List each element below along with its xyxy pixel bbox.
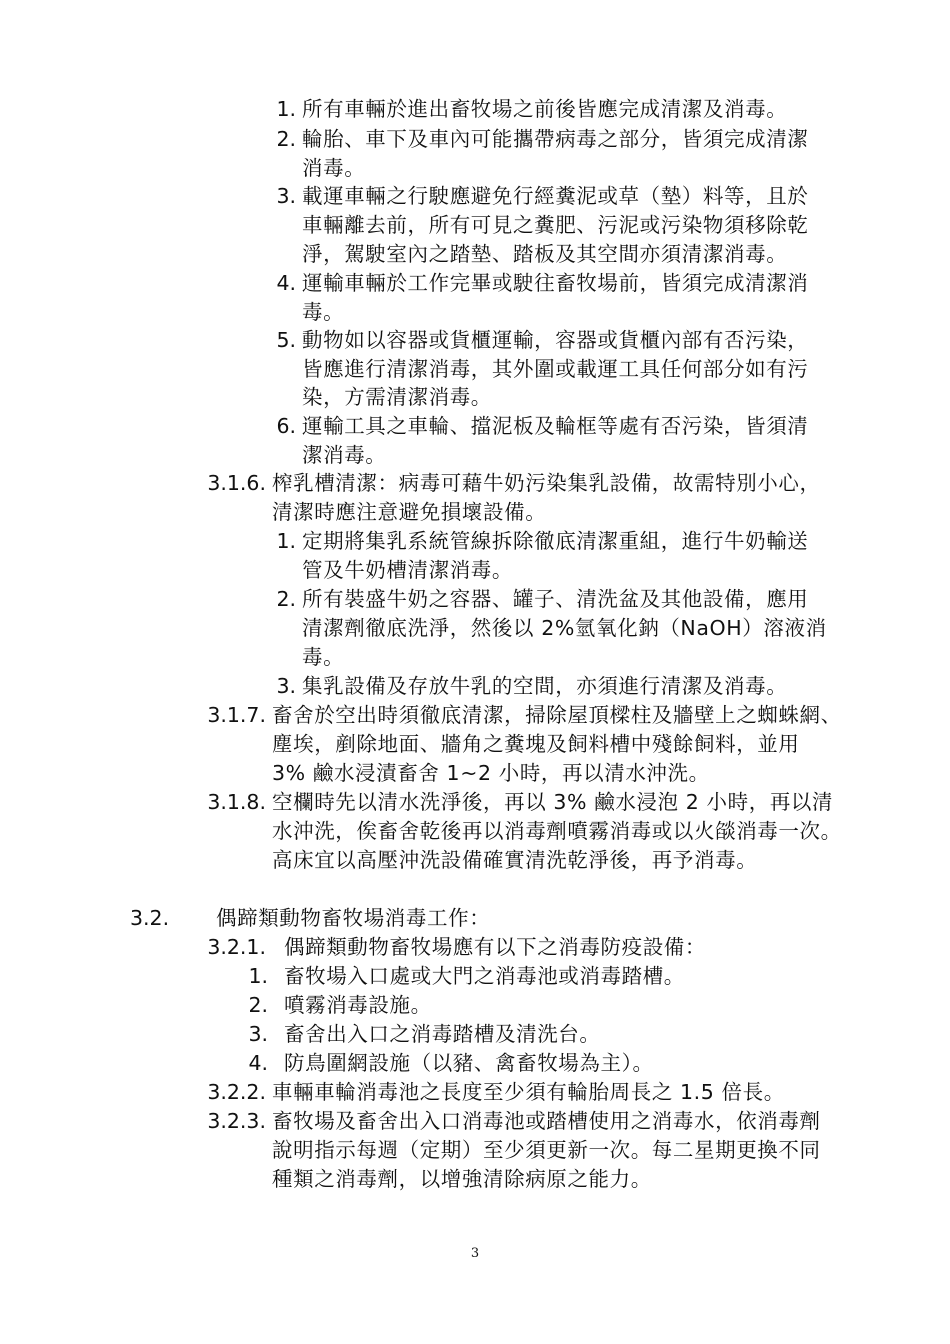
- section-text: 水沖洗，俟畜舍乾後再以消毒劑噴霧消毒或以火燄消毒一次。: [272, 819, 842, 843]
- list-item-text: 管及牛奶槽清潔消毒。: [302, 558, 513, 582]
- section-text: 塵埃，剷除地面、牆角之糞塊及飼料槽中殘餘飼料，並用: [272, 732, 800, 756]
- list-item-text: 運輸工具之車輪、擋泥板及輪框等處有否污染，皆須清: [302, 414, 809, 438]
- section-text: 榨乳槽清潔：病毒可藉牛奶污染集乳設備，故需特別小心，: [272, 471, 821, 495]
- list-number: 6.: [276, 414, 296, 438]
- list-number: 5.: [276, 328, 296, 352]
- list-number: 1.: [276, 97, 296, 121]
- list-item-text: 畜舍出入口之消毒踏槽及清洗台。: [284, 1022, 601, 1046]
- list-item-text: 毒。: [302, 645, 345, 669]
- section-number: 3.1.6.: [207, 471, 266, 495]
- list-item-text: 集乳設備及存放牛乳的空間，亦須進行清潔及消毒。: [302, 674, 788, 698]
- list-item-text: 定期將集乳系統管線拆除徹底清潔重組，進行牛奶輸送: [302, 529, 809, 553]
- section-text: 說明指示每週（定期）至少須更新一次。每二星期更換不同: [272, 1138, 821, 1162]
- section-text: 高床宜以高壓沖洗設備確實清洗乾淨後，再予消毒。: [272, 848, 758, 872]
- list-item-text: 運輸車輛於工作完畢或駛往畜牧場前，皆須完成清潔消: [302, 271, 809, 295]
- section-number: 3.2.3.: [207, 1109, 266, 1133]
- list-item-text: 噴霧消毒設施。: [284, 993, 432, 1017]
- section-text: 清潔時應注意避免損壞設備。: [272, 500, 547, 524]
- heading-number: 3.2.: [130, 906, 170, 930]
- list-number: 3.: [276, 674, 296, 698]
- list-item-text: 皆應進行清潔消毒，其外圍或載運工具任何部分如有污: [302, 357, 809, 381]
- list-item-text: 動物如以容器或貨櫃運輸，容器或貨櫃內部有否污染，: [302, 328, 809, 352]
- list-item-text: 輪胎、車下及車內可能攜帶病毒之部分，皆須完成清潔: [302, 127, 809, 151]
- list-item-text: 所有車輛於進出畜牧場之前後皆應完成清潔及消毒。: [302, 97, 788, 121]
- list-item-text: 車輛離去前，所有可見之糞肥、污泥或污染物須移除乾: [302, 213, 809, 237]
- section-number: 3.2.2.: [207, 1080, 266, 1104]
- list-number: 1.: [248, 964, 268, 988]
- section-number: 3.1.8.: [207, 790, 266, 814]
- list-item-text: 潔消毒。: [302, 443, 387, 467]
- section-text: 3% 鹼水浸漬畜舍 1~2 小時，再以清水沖洗。: [272, 761, 710, 785]
- list-item-text: 淨，駕駛室內之踏墊、踏板及其空間亦須清潔消毒。: [302, 242, 788, 266]
- section-text: 畜舍於空出時須徹底清潔，掃除屋頂樑柱及牆壁上之蜘蛛網、: [272, 703, 842, 727]
- list-number: 2.: [248, 993, 268, 1017]
- list-item-text: 防鳥圍網設施（以豬、禽畜牧場為主）。: [284, 1051, 654, 1075]
- list-number: 1.: [276, 529, 296, 553]
- list-number: 4.: [276, 271, 296, 295]
- list-item-text: 所有裝盛牛奶之容器、罐子、清洗盆及其他設備，應用: [302, 587, 809, 611]
- list-number: 4.: [248, 1051, 268, 1075]
- section-text: 種類之消毒劑，以增強清除病原之能力。: [272, 1167, 652, 1191]
- section-number: 3.2.1.: [207, 935, 266, 959]
- list-item-text: 染，方需清潔消毒。: [302, 385, 492, 409]
- page-number: 3: [470, 1246, 480, 1261]
- list-item-text: 載運車輛之行駛應避免行經糞泥或草（墊）料等，且於: [302, 184, 809, 208]
- list-item-text: 清潔劑徹底洗淨，然後以 2%氫氧化鈉（NaOH）溶液消: [302, 616, 827, 640]
- list-number: 2.: [276, 127, 296, 151]
- list-item-text: 畜牧場入口處或大門之消毒池或消毒踏槽。: [284, 964, 685, 988]
- section-text: 偶蹄類動物畜牧場應有以下之消毒防疫設備：: [284, 935, 706, 959]
- list-number: 3.: [276, 184, 296, 208]
- list-item-text: 毒。: [302, 300, 345, 324]
- list-number: 3.: [248, 1022, 268, 1046]
- heading-text: 偶蹄類動物畜牧場消毒工作：: [216, 906, 491, 930]
- section-text: 空欄時先以清水洗淨後，再以 3% 鹼水浸泡 2 小時，再以清: [272, 790, 834, 814]
- section-number: 3.1.7.: [207, 703, 266, 727]
- list-item-text: 消毒。: [302, 156, 366, 180]
- section-text: 畜牧場及畜舍出入口消毒池或踏槽使用之消毒水，依消毒劑: [272, 1109, 821, 1133]
- section-text: 車輛車輪消毒池之長度至少須有輪胎周長之 1.5 倍長。: [272, 1080, 785, 1104]
- list-number: 2.: [276, 587, 296, 611]
